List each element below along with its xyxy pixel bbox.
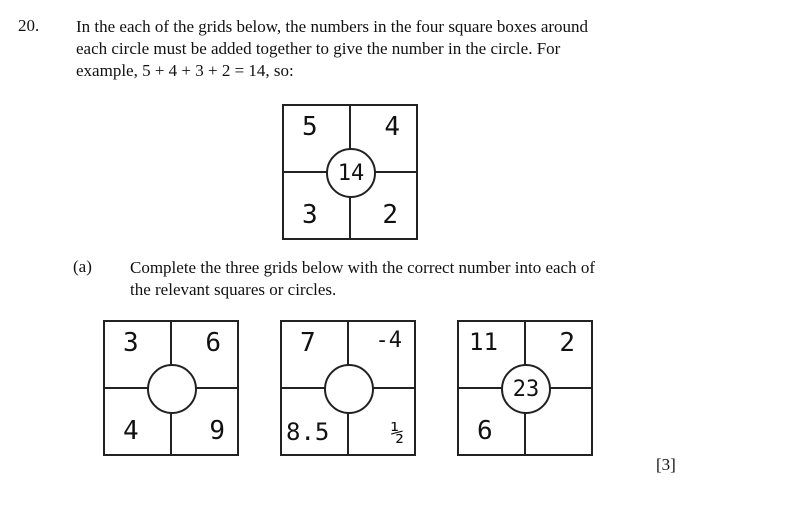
grid-cell-bottom-left[interactable]: 8.5 — [286, 418, 330, 446]
grid-cell-bottom-right[interactable]: 9 — [209, 416, 225, 446]
question-stem — [76, 16, 686, 82]
grid-cell-top-left[interactable]: 7 — [300, 328, 316, 358]
grid-cell-top-right: 4 — [384, 112, 400, 142]
stem-line: each circle must be added together to give the number in the circle. For — [76, 39, 561, 58]
stem-line: example, 5 + 4 + 3 + 2 = 14, so: — [76, 61, 294, 80]
part-a-label: (a) — [73, 257, 92, 276]
answer-grid-2 — [280, 320, 416, 456]
grid-cell-top-left: 5 — [302, 112, 318, 142]
example-grid — [282, 104, 418, 240]
grid-cell-bottom-right[interactable]: ½ — [390, 421, 404, 446]
question-number: 20. — [18, 16, 40, 35]
grid-cell-top-left[interactable]: 3 — [123, 328, 139, 358]
grid-cell-bottom-left[interactable]: 6 — [477, 416, 493, 446]
part-a-text — [130, 257, 690, 301]
grid-cell-bottom-left[interactable]: 4 — [123, 416, 139, 446]
part-a-line: Complete the three grids below with the correct number into each of — [130, 258, 595, 277]
grid-circle[interactable]: 23 — [501, 364, 551, 414]
part-a-line: the relevant squares or circles. — [130, 280, 337, 299]
grid-cell-bottom-right: 2 — [382, 200, 398, 230]
grid-cell-top-right[interactable]: -4 — [375, 328, 402, 353]
grid-cell-top-right[interactable]: 2 — [559, 328, 575, 358]
grid-circle: 14 — [326, 148, 376, 198]
marks-label: [3] — [656, 455, 676, 474]
stem-line: In the each of the grids below, the numbers in the four square boxes around — [76, 17, 589, 36]
answer-grid-3 — [457, 320, 593, 456]
grid-cell-top-left[interactable]: 11 — [469, 328, 498, 356]
grid-cell-bottom-left: 3 — [302, 200, 318, 230]
grid-cell-top-right[interactable]: 6 — [205, 328, 221, 358]
answer-grid-1 — [103, 320, 239, 456]
grid-circle[interactable] — [147, 364, 197, 414]
grid-circle[interactable] — [324, 364, 374, 414]
